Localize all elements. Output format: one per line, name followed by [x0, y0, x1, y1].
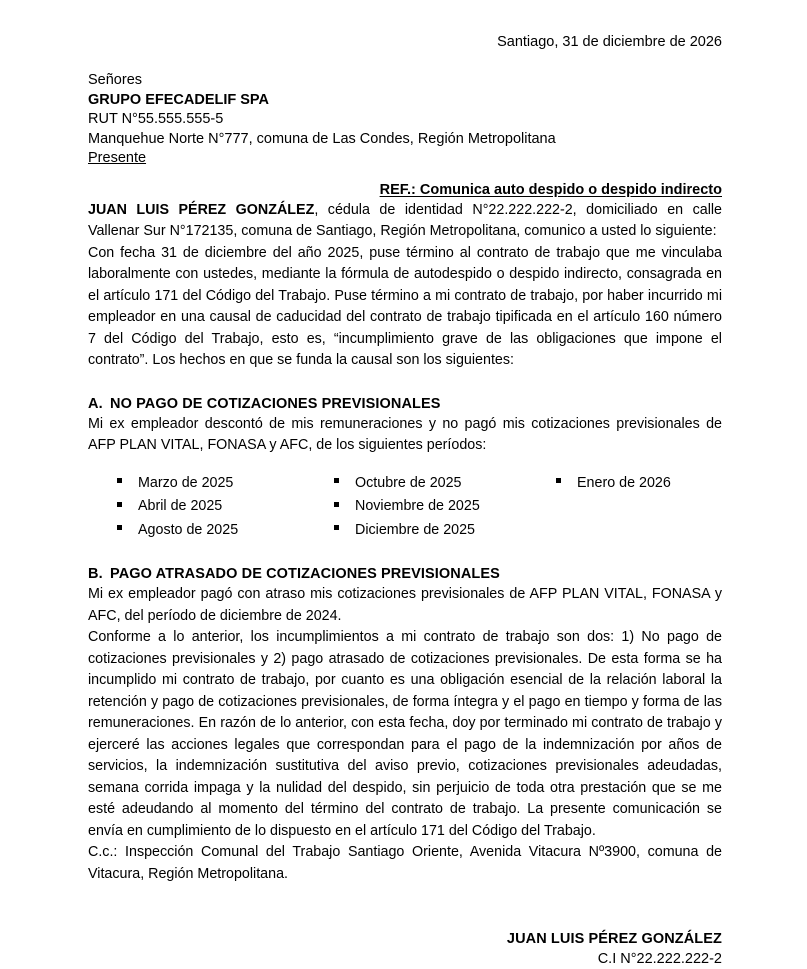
list-item [334, 472, 532, 496]
addressee-address: Manquehue Norte N°777, comuna de Las Condes, Región Metropolitana [88, 130, 556, 147]
period-label: Noviembre de 2025 [355, 498, 480, 514]
closing-paragraph: Conforme a lo anterior, los incumplimientos a mi contrato de trabajo son dos: 1) No pago de cotizaciones previsionales y 2) pago atrasado de cotizaciones previsionales. De esta forma se ha incumplido mi contrato de trabajo, por cuanto es una obligación esencial de la relación laboral la retención y pago de cotizaciones previsionales, de forma íntegra y el pago en tiempo y forma de las remuneraciones. En razón de lo anterior, con esta fecha, doy por terminado mi contrato de trabajo y ejerceré las acciones legales que correspondan para el pago de la indemnización por años de servicios, la indemnización sustitutiva del aviso previo, cotizaciones previsionales adeudadas, semana corrida impaga y la nulidad del despido, sin perjuicio de toda otra prestación que se me esté adeudando al momento del término del contrato de trabajo. La presente comunicación se envía en cumplimiento de lo dispuesto en el artículo 171 del Código del Trabajo. [88, 629, 722, 839]
period-label: Octubre de 2025 [355, 474, 462, 491]
reference-line [88, 181, 722, 200]
period-label: Enero de 2026 [577, 474, 671, 491]
period-label: Agosto de 2025 [138, 521, 239, 538]
list-item [117, 495, 310, 519]
section-a-paragraph: Mi ex empleador descontó de mis remuneraciones y no pagó mis cotizaciones previsionales de AFP PLAN VITAL, FONASA y AFC, de los siguientes períodos: [88, 415, 722, 453]
square-bullet-icon [556, 472, 577, 496]
square-bullet-icon [334, 519, 355, 543]
square-bullet-icon [334, 472, 355, 496]
periods-column-2 [310, 472, 532, 543]
list-item [117, 472, 310, 496]
cc-paragraph: C.c.: Inspección Comunal del Trabajo Santiago Oriente, Avenida Vitacura Nº3900, comuna de Vitacura, Región Metropolitana. [88, 844, 722, 882]
periods-column-3 [532, 472, 722, 543]
list-item [556, 472, 722, 496]
addressee-salutation: Señores [88, 72, 143, 88]
square-bullet-icon [334, 495, 355, 519]
periods-bullet-grid [88, 472, 722, 543]
addressee-rut: RUT N°55.555.555-5 [88, 111, 224, 127]
section-b-paragraph: Mi ex empleador pagó con atraso mis cotizaciones previsionales de AFP PLAN VITAL, FONASA y AFC, del período de diciembre de 2024. [88, 586, 722, 624]
reference-text: REF.: Comunica auto despido o despido indirecto [379, 181, 722, 198]
signature-id: C.I N°22.222.222-2 [597, 951, 722, 967]
body-paragraph: Con fecha 31 de diciembre del año 2025, puse término al contrato de trabajo que me vinculaba laboralmente con ustedes, mediante la fórmula de autodespido o despido indirecto, consagrada en el artículo 171 del Código del Trabajo. Puse término a mi contrato de trabajo, por haber incurrido mi empleador en una causal de caducidad del contrato de trabajo tipificada en el artículo 160 número 7 del Código del Trabajo, esto es, “incumplimiento grave de las obligaciones que impone el contrato”. Los hechos en que se funda la causal son los siguientes: [88, 244, 722, 368]
period-label: Diciembre de 2025 [355, 521, 476, 538]
square-bullet-icon [117, 495, 138, 519]
section-a-heading [88, 394, 722, 414]
section-a-title: NO PAGO DE COTIZACIONES PREVISIONALES [110, 395, 441, 412]
document-body [88, 0, 722, 969]
list-item [117, 519, 310, 543]
signature-block [88, 929, 722, 969]
period-label: Abril de 2025 [138, 498, 223, 514]
section-b-letter: B. [88, 566, 103, 582]
periods-column-1 [88, 472, 310, 543]
intro-paragraph [88, 200, 722, 243]
section-b-title: PAGO ATRASADO DE COTIZACIONES PREVISIONALES [110, 566, 500, 582]
addressee-block [88, 71, 722, 169]
list-item [334, 495, 532, 519]
date-line: Santiago, 31 de diciembre de 2026 [497, 34, 722, 50]
signature-name: JUAN LUIS PÉREZ GONZÁLEZ [506, 931, 722, 947]
sender-name: JUAN LUIS PÉREZ GONZÁLEZ [88, 201, 315, 218]
square-bullet-icon [117, 472, 138, 496]
section-a-letter: A. [88, 395, 103, 412]
square-bullet-icon [117, 519, 138, 543]
period-label: Marzo de 2025 [138, 474, 234, 491]
list-item [334, 519, 532, 543]
addressee-presente: Presente [88, 150, 147, 166]
intro-rest: , cédula de identidad N°22.222.222-2, domiciliado en calle Vallenar Sur N°172135, comuna de Santiago, Región Metropolitana, comunico a usted lo siguiente: [88, 201, 723, 239]
section-b-heading [88, 564, 722, 584]
addressee-company: GRUPO EFECADELIF SPA [88, 91, 269, 108]
